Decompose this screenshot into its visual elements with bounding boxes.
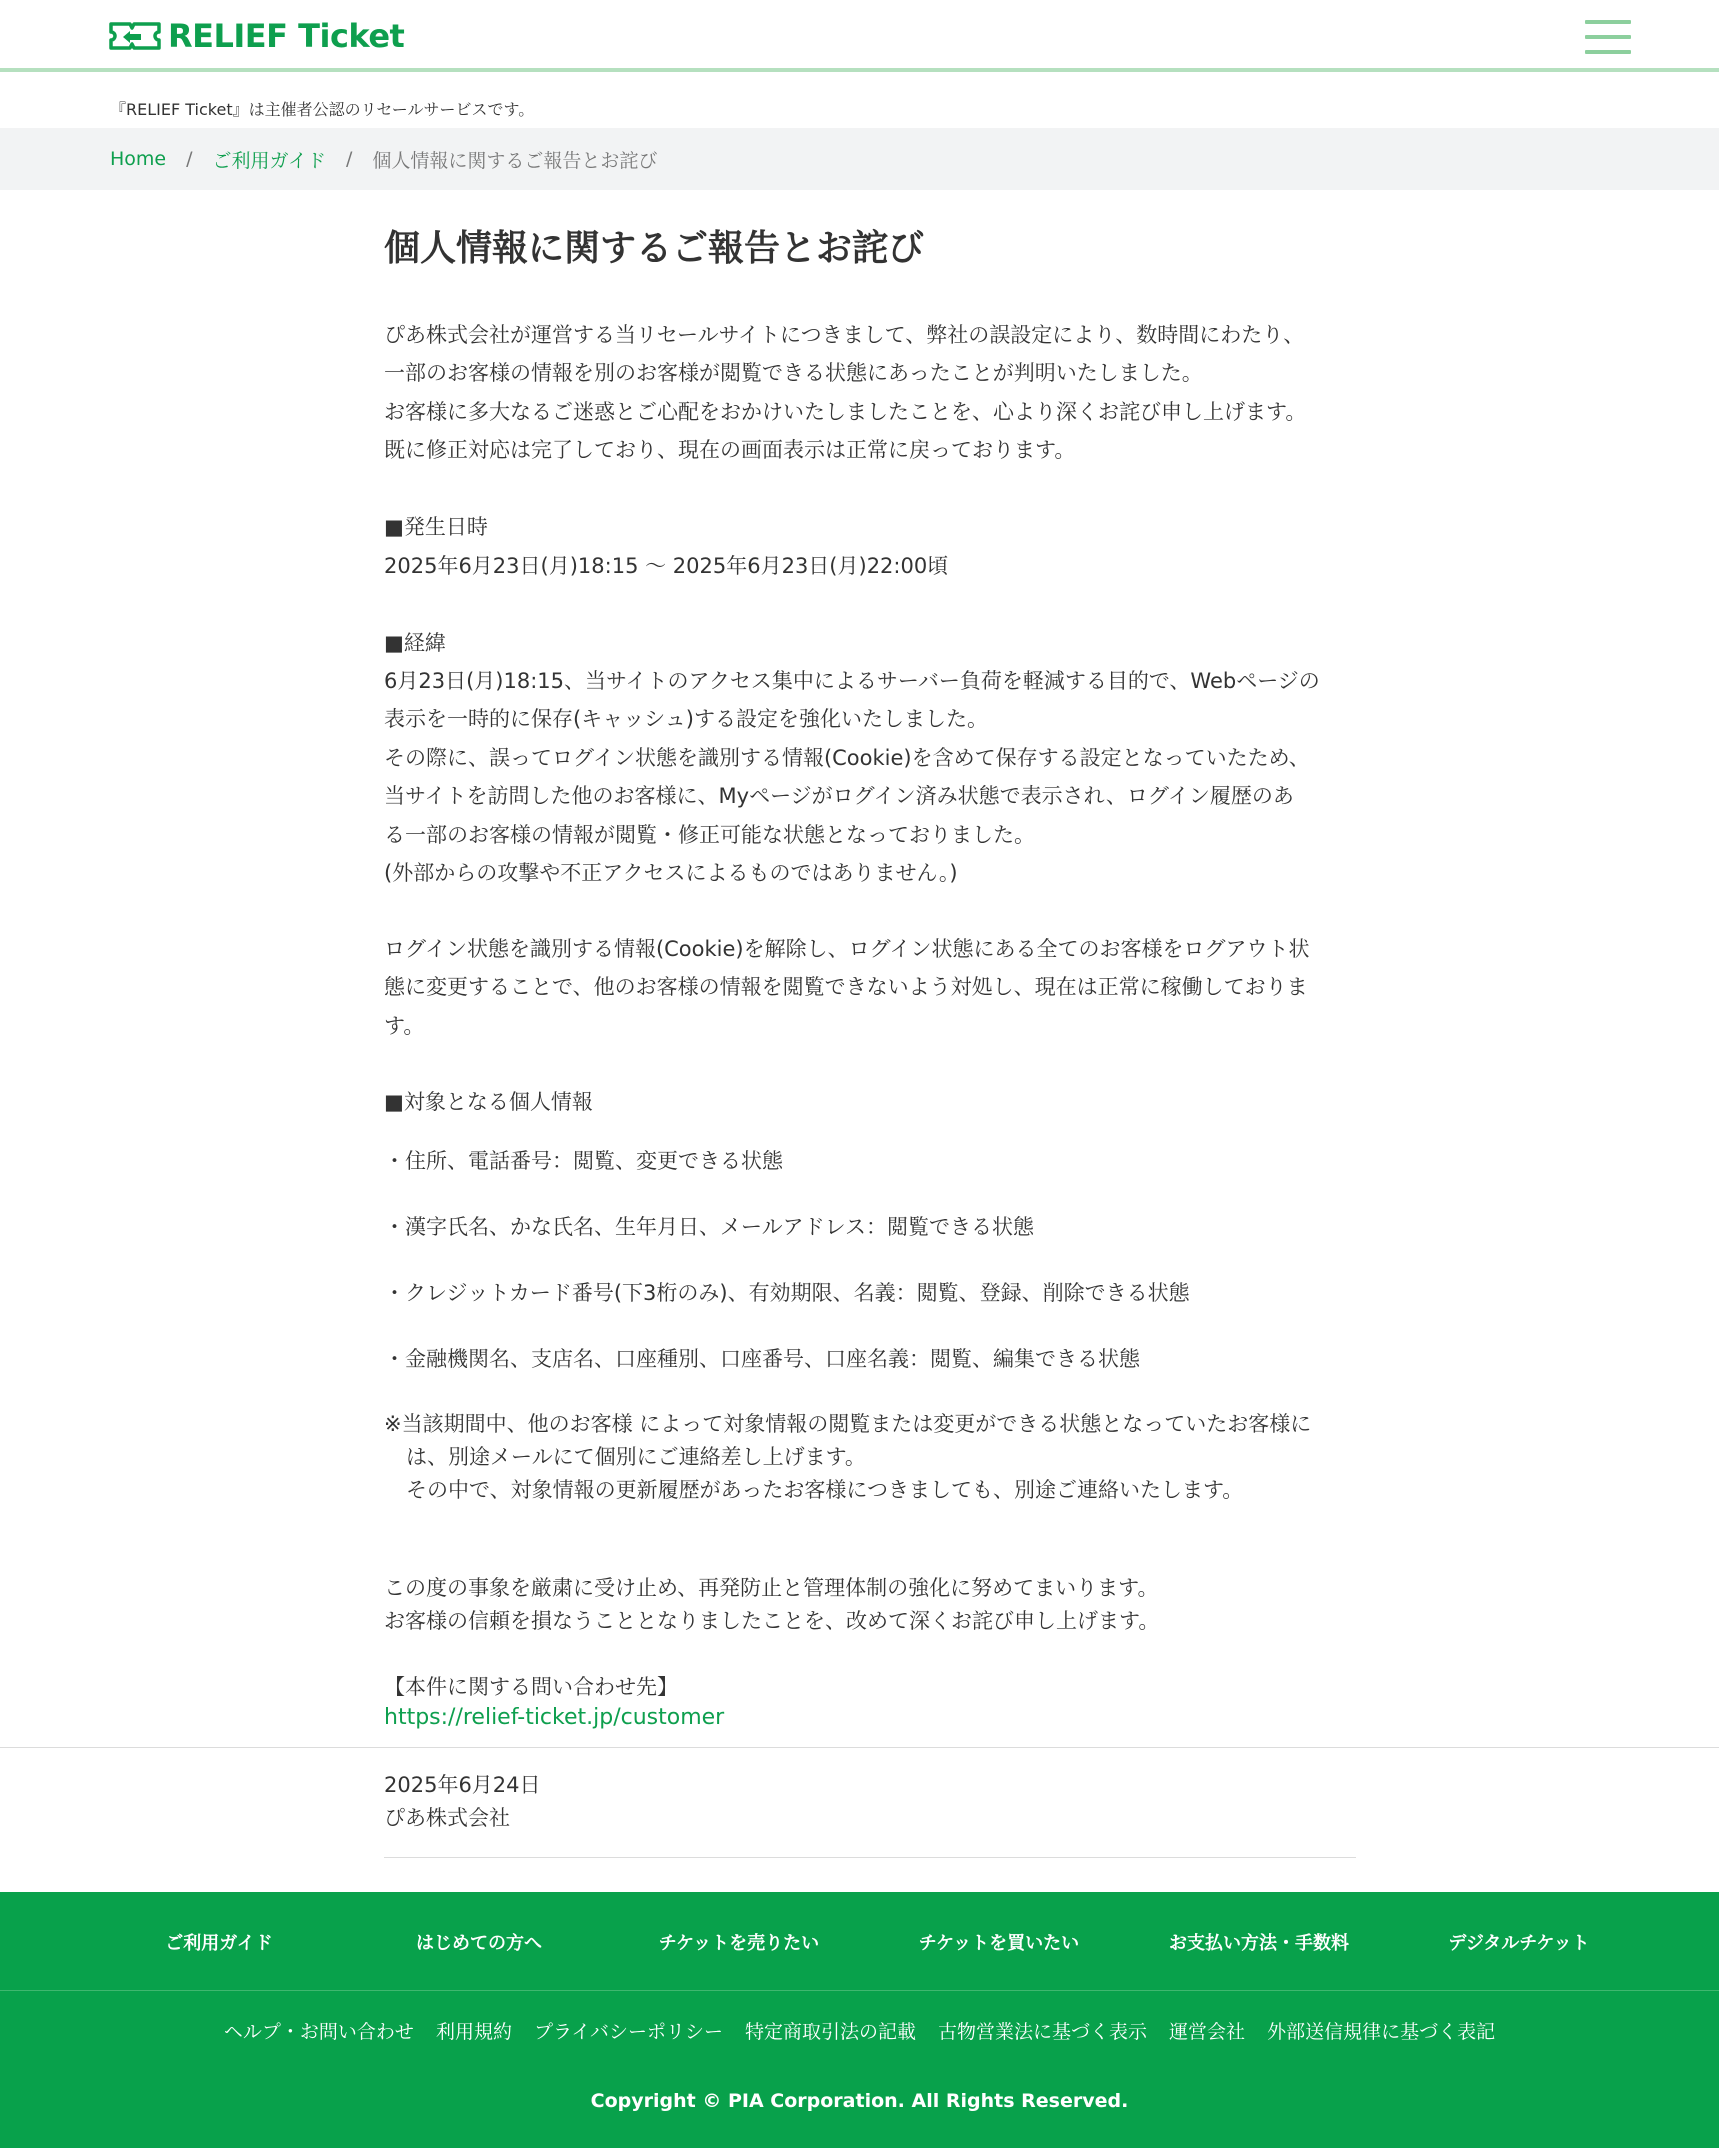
footer-link-commerce[interactable]: 特定商取引法の記載: [745, 2021, 917, 2043]
intro-line: お客様に多大なるご迷惑とご心配をおかけいたしましたことを、心より深くお詫び申し上げます。: [384, 399, 1307, 424]
note-line: その中で、対象情報の更新履歴があったお客様につきましても、別途ご連絡いたします。: [406, 1478, 1244, 1502]
background-line: (外部からの攻撃や不正アクセスによるものではありません。): [384, 861, 958, 886]
resolution-line: す。: [384, 1013, 425, 1038]
occurrence-value: 2025年6月23日(月)18:15 〜 2025年6月23日(月)22:00頃: [384, 554, 949, 578]
footer-nav-digital-ticket[interactable]: デジタルチケット: [1448, 1932, 1590, 1954]
background-line: 当サイトを訪問した他のお客様に、Myページがログイン済み状態で表示され、ログイン履歴のあ: [384, 784, 1294, 809]
page-title: 個人情報に関するご報告とお詫び: [384, 228, 925, 269]
occurrence-heading: ■発生日時: [384, 515, 488, 539]
background-line: その際に、誤ってログイン状態を識別する情報(Cookie)を含めて保存する設定となっていたため、: [384, 745, 1310, 770]
breadcrumb-guide-link[interactable]: ご利用ガイド: [212, 149, 326, 172]
divider: [384, 1857, 1356, 1858]
background-line: 表示を一時的に保存(キャッシュ)する設定を強化いたしました。: [384, 707, 988, 732]
note-line: ※当該期間中、他のお客様 によって対象情報の閲覧または変更ができる状態となっていたお客様に: [384, 1412, 1312, 1436]
intro-line: 一部のお客様の情報を別のお客様が閲覧できる状態にあったことが判明いたしました。: [384, 361, 1203, 386]
footer-link-terms[interactable]: 利用規約: [435, 2021, 512, 2043]
ticket-logo-icon: [108, 20, 162, 52]
note-line: は、別途メールにて個別にご連絡差し上げます。: [406, 1445, 866, 1469]
footer-link-external-transmission[interactable]: 外部送信規律に基づく表記: [1267, 2021, 1496, 2043]
signature-block: [384, 1769, 541, 1835]
intro-line: ぴあ株式会社が運営する当リセールサイトにつきまして、弊社の誤設定により、数時間にわたり、: [384, 323, 1305, 347]
footer-link-company[interactable]: 運営会社: [1169, 2021, 1246, 2043]
closing-line: この度の事象を厳粛に受け止め、再発防止と管理体制の強化に努めてまいります。: [384, 1576, 1159, 1600]
resolution-line: 態に変更することで、他のお客様の情報を閲覧できないよう対処し、現在は正常に稼働しておりま: [384, 975, 1308, 1000]
breadcrumb-separator: /: [345, 148, 353, 170]
footer-links: [0, 1992, 1719, 2044]
footer-nav-sell[interactable]: チケットを売りたい: [658, 1932, 820, 1954]
divider: [0, 1747, 1719, 1748]
target-item: ・金融機関名、支店名、口座種別、口座番号、口座名義：閲覧、編集できる状態: [384, 1347, 1140, 1371]
closing-line: お客様の信頼を損なうこととなりましたことを、改めて深くお詫び申し上げます。: [384, 1609, 1160, 1633]
footer-nav-buy[interactable]: チケットを買いたい: [918, 1932, 1080, 1954]
footer-link-antique-law[interactable]: 古物営業法に基づく表示: [938, 2021, 1148, 2043]
background-paragraph: [384, 662, 1359, 892]
contact-link[interactable]: https://relief-ticket.jp/customer: [384, 1705, 725, 1730]
footer-nav: [0, 1892, 1719, 1991]
target-item: ・漢字氏名、かな氏名、生年月日、メールアドレス：閲覧できる状態: [384, 1215, 1034, 1239]
breadcrumb-current: 個人情報に関するご報告とお詫び: [372, 149, 658, 172]
hamburger-menu-icon[interactable]: [1585, 20, 1631, 54]
footer-nav-beginners[interactable]: はじめての方へ: [416, 1932, 542, 1954]
contact-heading: 【本件に関する問い合わせ先】: [384, 1675, 678, 1699]
resolution-line: ログイン状態を識別する情報(Cookie)を解除し、ログイン状態にある全てのお客様をログアウト状: [384, 937, 1310, 961]
logo-text: RELIEF Ticket: [168, 17, 405, 55]
intro-line: 既に修正対応は完了しており、現在の画面表示は正常に戻っております。: [384, 438, 1076, 463]
company-name: ぴあ株式会社: [384, 1806, 510, 1830]
publish-date: 2025年6月24日: [384, 1773, 541, 1797]
closing-paragraph: [384, 1572, 1359, 1638]
footer-nav-payment[interactable]: お支払い方法・手数料: [1169, 1932, 1349, 1954]
note-paragraph: [384, 1408, 1359, 1507]
target-heading: ■対象となる個人情報: [384, 1090, 593, 1114]
service-notice: 『RELIEF Ticket』は主催者公認のリセールサービスです。: [110, 100, 535, 119]
breadcrumb-home-link[interactable]: Home: [110, 148, 167, 170]
breadcrumb-bar: [0, 128, 1719, 190]
footer-nav-guide[interactable]: ご利用ガイド: [165, 1932, 273, 1954]
background-line: 6月23日(月)18:15、当サイトのアクセス集中によるサーバー負荷を軽減する目的で、Webページの: [384, 669, 1320, 693]
background-line: る一部のお客様の情報が閲覧・修正可能な状態となっておりました。: [384, 822, 1035, 847]
intro-paragraph: [384, 316, 1359, 470]
breadcrumb: [110, 128, 657, 190]
target-item: ・クレジットカード番号(下3桁のみ)、有効期限、名義：閲覧、登録、削除できる状態: [384, 1281, 1190, 1305]
footer-link-privacy[interactable]: プライバシーポリシー: [533, 2021, 724, 2043]
breadcrumb-separator: /: [186, 148, 193, 170]
footer-link-help[interactable]: ヘルプ・お問い合わせ: [223, 2021, 414, 2043]
background-heading: ■経緯: [384, 631, 446, 655]
site-header: [0, 0, 1719, 72]
copyright: Copyright © PIA Corporation. All Rights Reserved.: [590, 2090, 1129, 2112]
resolution-paragraph: [384, 930, 1359, 1045]
site-logo[interactable]: [108, 18, 404, 54]
target-item: ・住所、電話番号：閲覧、変更できる状態: [384, 1149, 783, 1173]
